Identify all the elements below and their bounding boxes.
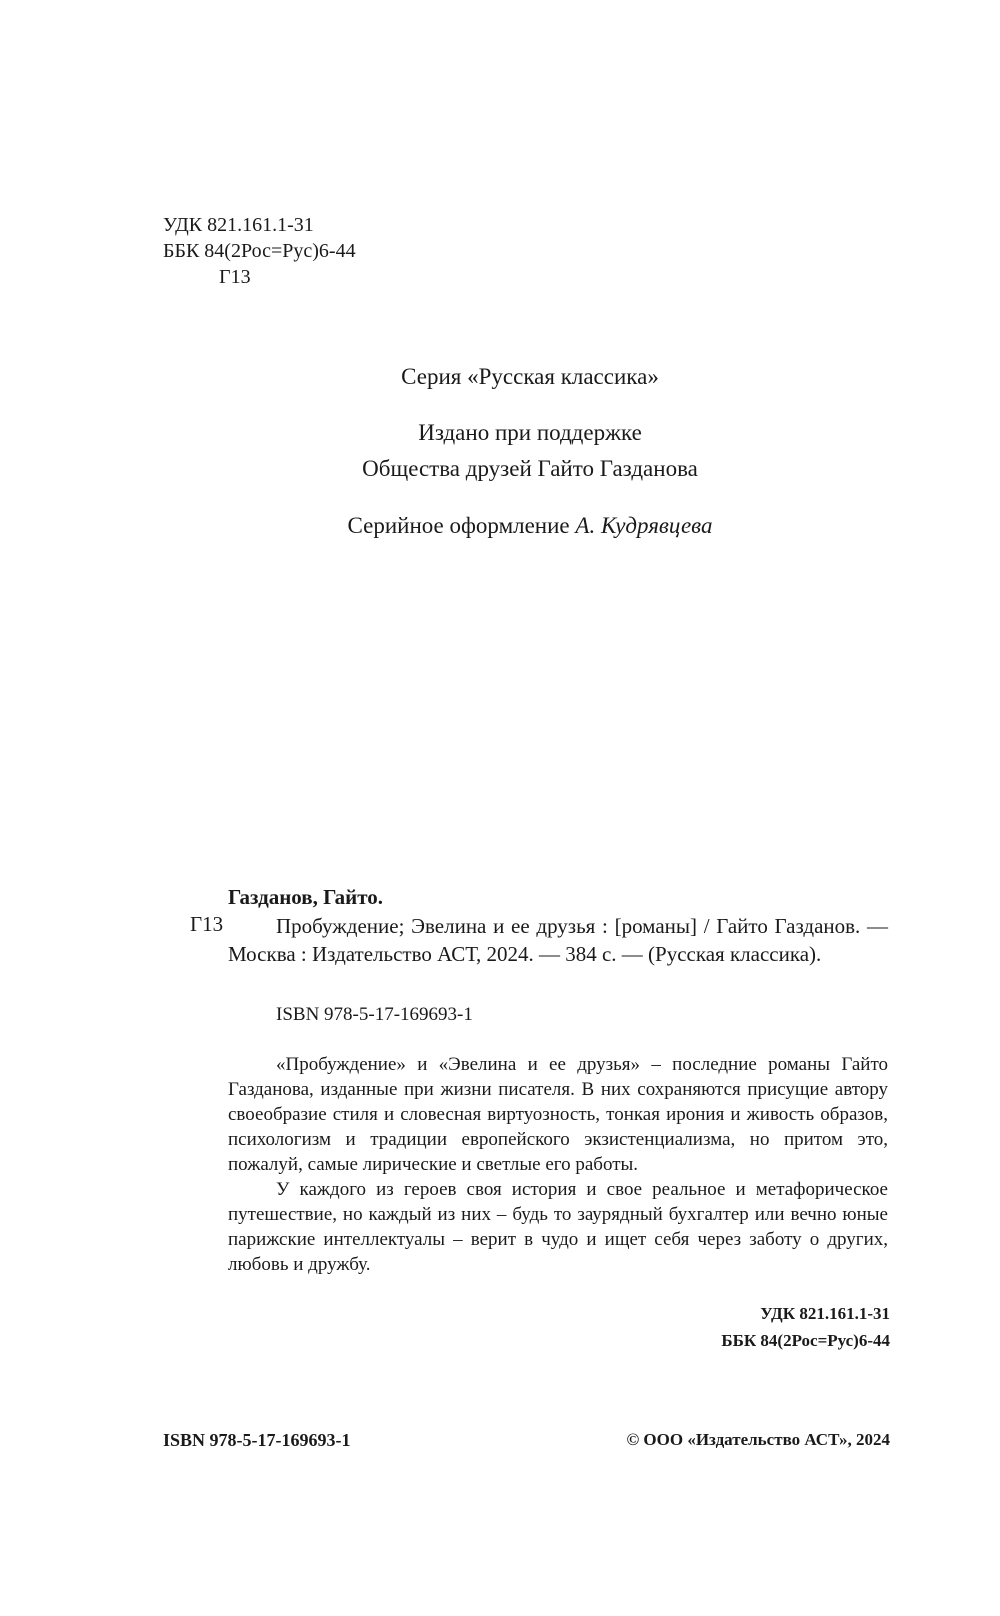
bottom-bbk-code: ББК 84(2Рос=Рус)6-44: [721, 1331, 890, 1350]
record-isbn: ISBN 978-5-17-169693-1: [276, 1004, 473, 1025]
annotation-paragraph-1: «Пробуждение» и «Эвелина и ее друзья» – последние романы Гайто Газданова, изданные при жизни писателя. В них сохраняются присущие автору своеобразие стиля и словесная виртуозность, тонкая ирония и живость образов, психологизм и традиции европейского экзистенциализма, но притом это, пожалуй, самые лирические и светлые его работы.: [228, 1054, 888, 1175]
bottom-udk-code: УДК 821.161.1-31: [760, 1304, 890, 1323]
designer-name: А. Кудрявцева: [575, 513, 713, 538]
annotation-paragraph-2: У каждого из героев своя история и свое реальное и метафорическое путешествие, но каждый из них – будь то заурядный бухгалтер или вечно юные парижские интеллектуалы – верит в чудо и ищет себя через заботу о других, любовь и дружбу.: [228, 1179, 888, 1275]
bibliographic-description: Пробуждение; Эвелина и ее друзья : [романы] / Гайто Газданов. — Москва : Издательство АСТ, 2024. — 384 с. — (Русская классика).: [228, 914, 888, 966]
footer-isbn: ISBN 978-5-17-169693-1: [163, 1430, 351, 1450]
support-line-1: Издано при поддержке: [418, 420, 642, 445]
design-credit: [0, 513, 1000, 539]
author-heading: Газданов, Гайто.: [228, 885, 384, 909]
series-title: Серия «Русская классика»: [401, 364, 659, 389]
bbk-code: ББК 84(2Рос=Рус)6-44: [163, 240, 356, 262]
record-author-mark: Г13: [190, 912, 224, 936]
support-line-2: Общества друзей Гайто Газданова: [362, 456, 698, 481]
annotation: [228, 1052, 888, 1277]
classification-codes: [163, 212, 356, 290]
bottom-codes: [600, 1300, 890, 1354]
design-label: Серийное оформление: [347, 513, 570, 538]
udk-code: УДК 821.161.1-31: [163, 214, 314, 236]
author-mark: Г13: [219, 266, 251, 288]
footer-copyright: © ООО «Издательство АСТ», 2024: [626, 1430, 890, 1449]
